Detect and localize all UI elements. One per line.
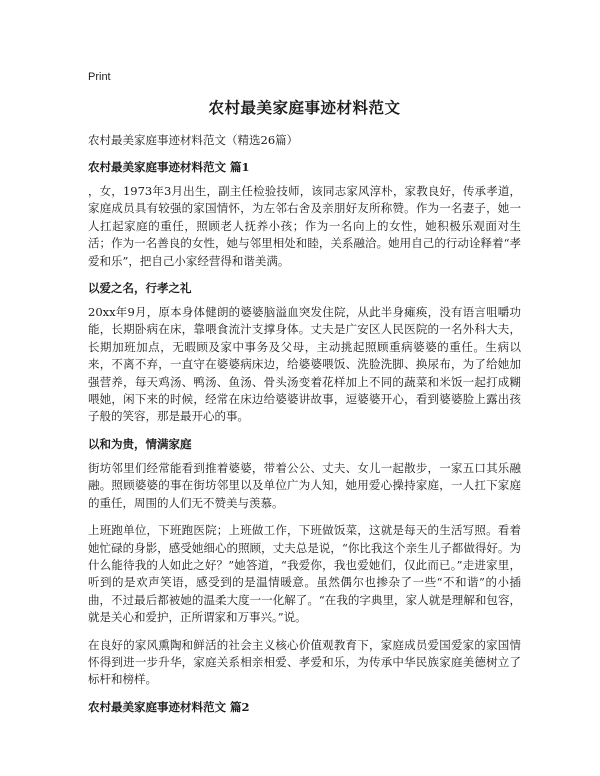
paragraph: 在良好的家风熏陶和鲜活的社会主义核心价值观教育下，家庭成员爱国爱家的家国情怀得到进一步升华，家庭关系相亲相爱、孝爱和乐，为传承中华民族家庭美德树立了标杆和榜样。 (88, 637, 521, 687)
paragraph: 街坊邻里们经常能看到推着婆婆，带着公公、丈夫、女儿一起散步，一家五口其乐融融。照顾婆婆的事在街坊邻里以及单位广为人知，她用爱心操持家庭，一人扛下家庭的重任，周围的人们无不赞美与羡慕。 (88, 460, 521, 510)
paragraph: ，女，1973年3月出生，副主任检验技师，该同志家风淳朴，家教良好，传承孝道，家庭成员具有较强的家国情怀，为左邻右舍及亲朋好友所称赞。作为一名妻子，她一人扛起家庭的重任，照顾老人抚养小孩；作为一名向上的女性，她积极乐观面对生活；作为一名善良的女性，她与邻里相处和睦，关系融洽。她用自己的行动诠释着“孝爱和乐”，把自己小家经营得和谐美满。 (88, 184, 521, 268)
paragraph: 上班跑单位，下班跑医院；上班做工作，下班做饭菜，这就是每天的生活写照。看着她忙碌的身影，感受她细心的照顾，丈夫总是说，“你比我这个亲生儿子都做得好。为什么能待我的人如此之好？”她答道，“我爱你，我也爱她们，仅此而已。”走进家里，听到的是欢声笑语，感受到的是温情暖意。虽然偶尔也掺杂了一些“不和谐”的小插曲，不过最后都被她的温柔大度一一化解了。“在我的字典里，家人就是理解和包容，就是关心和爱护，正所谓家和万事兴。”说。 (88, 523, 521, 625)
document-subtitle: 农村最美家庭事迹材料范文（精选26篇） (88, 133, 299, 147)
document-page (88, 70, 521, 723)
paragraph: 20xx年9月，原本身体健朗的婆婆脑溢血突发住院，从此半身瘫痪，没有语言咀嚼功能，长期卧病在床，靠喂食流汁支撑身体。丈夫是广安区人民医院的一名外科大夫，长期加班加点，无暇顾及家中事务及父母，主动挑起照顾重病婆婆的重任。生病以来，不离不弃，一直守在婆婆病床边，给婆婆喂饭、洗脸洗脚、换尿布，为了给她加强营养，每天鸡汤、鸭汤、鱼汤、骨头汤变着花样加上不同的蔬菜和米饭一起打成糊喂她，闲下来的时候，经常在床边给婆婆讲故事，逗婆婆开心，看到婆婆脸上露出孩子般的笑容，那是最开心的事。 (88, 305, 521, 424)
section-heading-harmony: 以和为贵，情满家庭 (88, 436, 192, 451)
print-label[interactable]: Print (88, 71, 111, 83)
document-title: 农村最美家庭事迹材料范文 (208, 98, 401, 117)
section-heading-article-2: 农村最美家庭事迹材料范文 篇2 (88, 699, 250, 714)
section-heading-article-1: 农村最美家庭事迹材料范文 篇1 (88, 160, 250, 174)
section-heading-filial-love: 以爱之名，行孝之礼 (88, 281, 192, 296)
